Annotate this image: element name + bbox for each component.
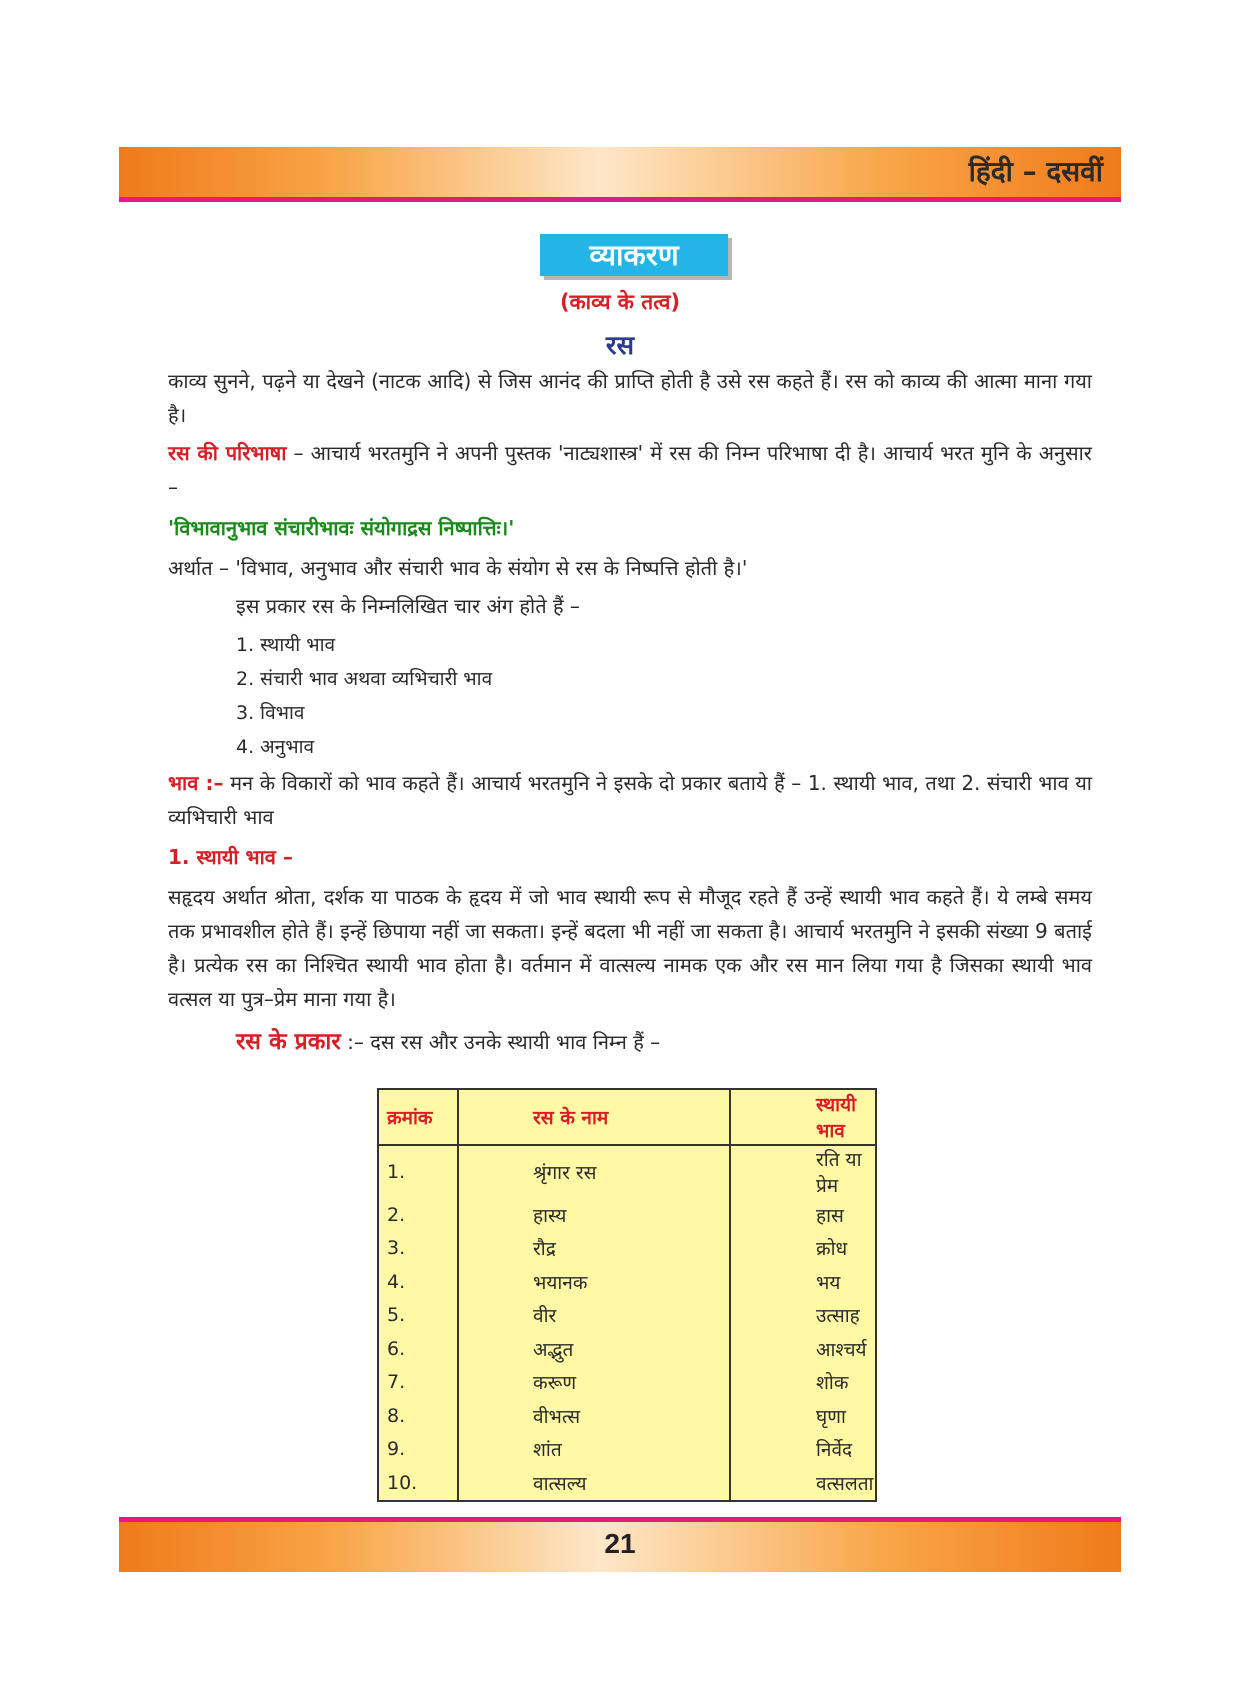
section-subtitle: (काव्य के तत्व) <box>559 290 681 314</box>
table-cell: 2. <box>378 1198 458 1232</box>
table-row <box>378 1145 876 1198</box>
list-item: 2. संचारी भाव अथवा व्यभिचारी भाव <box>236 668 493 690</box>
table-cell: हास <box>816 1204 844 1227</box>
types-line <box>236 1024 660 1056</box>
table-cell: 1. <box>378 1145 458 1198</box>
table-row <box>378 1198 876 1232</box>
table-cell: रौद्र <box>458 1232 730 1266</box>
rasa-table <box>377 1088 877 1502</box>
page-number: 21 <box>604 1528 636 1559</box>
sthayi-heading: 1. स्थायी भाव – <box>168 845 293 869</box>
table-cell: श्रृंगार रस <box>458 1145 730 1198</box>
table-cell: 5. <box>378 1299 458 1333</box>
table-row <box>378 1399 876 1433</box>
bhav-text: मन के विकारों को भाव कहते हैं। आचार्य भरतमुनि ने इसके दो प्रकार बताये हैं – 1. स्थायी भाव, तथा 2. संचारी भाव या व्यभिचारी भाव <box>168 771 1092 829</box>
table-cell: 7. <box>378 1366 458 1400</box>
table-cell: 3. <box>378 1232 458 1266</box>
table-row <box>378 1366 876 1400</box>
list-item: 1. स्थायी भाव <box>236 634 336 656</box>
intro-paragraph: काव्य सुनने, पढ़ने या देखने (नाटक आदि) से जिस आनंद की प्राप्ति होती है उसे रस कहते हैं। रस को काव्य की आत्मा माना गया है। <box>168 369 1092 427</box>
definition-text: – आचार्य भरतमुनि ने अपनी पुस्तक 'नाट्यशास्त्र' में रस की निम्न परिभाषा दी है। आचार्य भरत मुनि के अनुसार – <box>168 441 1092 499</box>
table-cell: 4. <box>378 1265 458 1299</box>
table-cell: वीभत्स <box>458 1399 730 1433</box>
angas-intro: इस प्रकार रस के निम्नलिखित चार अंग होते हैं – <box>236 594 580 618</box>
list-item: 3. विभाव <box>236 702 305 724</box>
definition-paragraph <box>168 436 1092 504</box>
table-header-row <box>378 1089 876 1145</box>
bhav-paragraph <box>168 766 1092 834</box>
types-text: :– दस रस और उनके स्थायी भाव निम्न हैं – <box>340 1030 661 1054</box>
table-cell: हास्य <box>458 1198 730 1232</box>
table-cell: भयानक <box>458 1265 730 1299</box>
table-cell: वात्सल्य <box>458 1466 730 1501</box>
header-title: हिंदी – दसवीं <box>968 155 1103 188</box>
table-cell: घृणा <box>816 1405 846 1428</box>
table-row <box>378 1332 876 1366</box>
bhav-label: भाव :– <box>168 771 224 795</box>
meaning-text: अर्थात – 'विभाव, अनुभाव और संचारी भाव के संयोग से रस के निष्पत्ति होती है।' <box>168 556 748 580</box>
table-cell: अद्भुत <box>458 1332 730 1366</box>
table-cell: रति या प्रेम <box>816 1149 862 1197</box>
table-cell: निर्वेद <box>816 1439 853 1462</box>
types-label: रस के प्रकार <box>236 1029 341 1055</box>
list-item: 4. अनुभाव <box>236 736 315 758</box>
table-cell: 10. <box>378 1466 458 1501</box>
table-cell: 8. <box>378 1399 458 1433</box>
table-row <box>378 1232 876 1266</box>
table-row <box>378 1466 876 1501</box>
sutra-text: 'विभावानुभाव संचारीभावः संयोगाद्रस निष्पात्तिः।' <box>168 516 515 540</box>
table-cell: वत्सलता <box>816 1472 874 1495</box>
topic-heading: रस <box>605 331 635 361</box>
table-cell: क्रोध <box>816 1238 848 1261</box>
column-header: रस के नाम <box>458 1089 730 1145</box>
table-row <box>378 1299 876 1333</box>
table-cell: शोक <box>816 1372 849 1395</box>
definition-label: रस की परिभाषा <box>168 441 287 465</box>
sthayi-paragraph: सहृदय अर्थात श्रोता, दर्शक या पाठक के हृदय में जो भाव स्थायी रूप से मौजूद रहते हैं उन्हें स्थायी भाव कहते हैं। ये लम्बे समय तक प्रभावशील होते हैं। इन्हें छिपाया नहीं जा सकता। इन्हें बदला भी नहीं जा सकता है। आचार्य भरतमुनि ने इसकी संख्या 9 बताई है। प्रत्येक रस का निश्चित स्थायी भाव होता है। वर्तमान में वात्सल्य नामक एक और रस मान लिया गया है जिसका स्थायी भाव वत्सल या पुत्र–प्रेम माना गया है। <box>168 885 1092 1011</box>
table-cell: उत्साह <box>816 1305 860 1328</box>
table-row <box>378 1265 876 1299</box>
column-header: क्रमांक <box>378 1089 458 1145</box>
table-cell: करूण <box>458 1366 730 1400</box>
section-title: व्याकरण <box>540 234 728 276</box>
table-cell: शांत <box>458 1433 730 1467</box>
table-cell: 6. <box>378 1332 458 1366</box>
table-cell: 9. <box>378 1433 458 1467</box>
table-cell: आश्चर्य <box>816 1338 867 1361</box>
header-divider <box>119 197 1121 202</box>
table-cell: वीर <box>458 1299 730 1333</box>
table-row <box>378 1433 876 1467</box>
column-header: स्थायी भाव <box>730 1089 876 1145</box>
table-cell: भय <box>816 1271 841 1294</box>
